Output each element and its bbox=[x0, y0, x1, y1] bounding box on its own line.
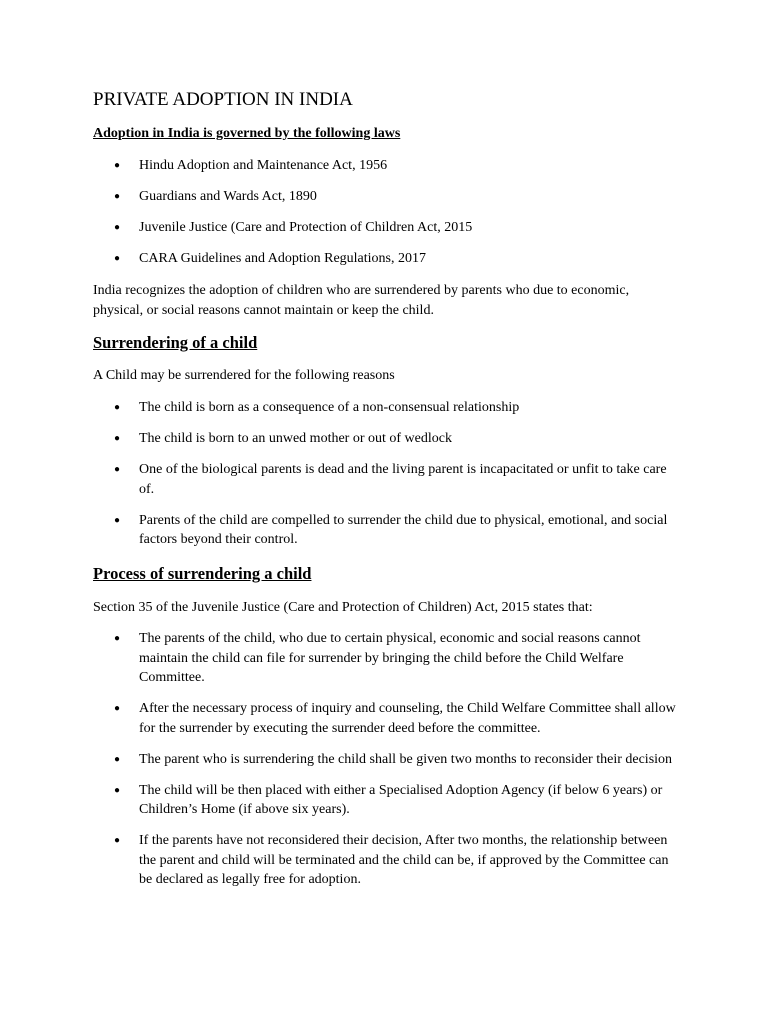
laws-heading: Adoption in India is governed by the following laws bbox=[93, 126, 401, 141]
bullet-icon: ● bbox=[114, 253, 121, 264]
bullet-icon: ● bbox=[114, 835, 121, 846]
intro-paragraph: India recognizes the adoption of children who are surrendered by parents who due to economic, physical, or social reasons cannot maintain or keep the child. bbox=[93, 283, 630, 318]
list-item-text: The child is born to an unwed mother or out of wedlock bbox=[139, 431, 452, 446]
list-item bbox=[93, 699, 683, 738]
surrendering-lead: A Child may be surrendered for the following reasons bbox=[93, 368, 395, 383]
list-item-text: CARA Guidelines and Adoption Regulations, 2017 bbox=[139, 251, 426, 266]
list-item-text: Juvenile Justice (Care and Protection of Children Act, 2015 bbox=[139, 220, 473, 235]
list-item-text: The parent who is surrendering the child shall be given two months to reconsider their decision bbox=[139, 751, 673, 767]
list-item bbox=[93, 511, 683, 550]
laws-list bbox=[93, 156, 683, 280]
bullet-icon: ● bbox=[114, 191, 121, 202]
list-item bbox=[93, 156, 683, 176]
bullet-icon: ● bbox=[114, 703, 121, 714]
process-heading: Process of surrendering a child bbox=[93, 564, 312, 583]
list-item-text: Parents of the child are compelled to surrender the child due to physical, emotional, and social factors beyond their control. bbox=[139, 512, 668, 547]
bullet-icon: ● bbox=[114, 160, 121, 171]
list-item bbox=[93, 398, 683, 418]
process-steps-list bbox=[93, 629, 683, 901]
list-item bbox=[93, 249, 683, 269]
list-item-text: The parents of the child, who due to certain physical, economic and social reasons cannot maintain the child can file for surrender by bringing the child before the Child Welfare Committee. bbox=[139, 631, 641, 685]
bullet-icon: ● bbox=[114, 633, 121, 644]
list-item bbox=[93, 187, 683, 207]
list-item bbox=[93, 429, 683, 449]
list-item-text: One of the biological parents is dead and the living parent is incapacitated or unfit to take care of. bbox=[139, 462, 667, 497]
process-lead: Section 35 of the Juvenile Justice (Care and Protection of Children) Act, 2015 states that: bbox=[93, 600, 593, 615]
list-item-text: The child is born as a consequence of a non-consensual relationship bbox=[139, 400, 520, 415]
bullet-icon: ● bbox=[114, 784, 121, 796]
bullet-icon: ● bbox=[114, 514, 121, 526]
bullet-icon: ● bbox=[114, 433, 121, 444]
list-item bbox=[93, 781, 683, 820]
reasons-list bbox=[93, 398, 683, 561]
bullet-icon: ● bbox=[114, 402, 121, 413]
list-item-text: After the necessary process of inquiry and counseling, the Child Welfare Committee shall allow for the surrender by executing the surrender deed before the committee. bbox=[139, 701, 676, 736]
list-item-text: Guardians and Wards Act, 1890 bbox=[139, 189, 317, 204]
bullet-icon: ● bbox=[114, 753, 121, 765]
list-item-text: Hindu Adoption and Maintenance Act, 1956 bbox=[139, 158, 388, 173]
list-item-text: If the parents have not reconsidered their decision, After two months, the relationship between the parent and child will be terminated and the child can be, if approved by the Committee can be declared as legally free for adoption. bbox=[139, 833, 669, 887]
list-item bbox=[93, 750, 683, 770]
bullet-icon: ● bbox=[114, 222, 121, 233]
list-item bbox=[93, 218, 683, 238]
document-title: PRIVATE ADOPTION IN INDIA bbox=[93, 89, 353, 110]
list-item bbox=[93, 831, 683, 890]
surrendering-heading: Surrendering of a child bbox=[93, 333, 258, 352]
bullet-icon: ● bbox=[114, 464, 121, 475]
list-item bbox=[93, 460, 683, 499]
list-item bbox=[93, 629, 683, 688]
list-item-text: The child will be then placed with either a Specialised Adoption Agency (if below 6 years) or Children’s Home (if above six years). bbox=[139, 782, 663, 817]
